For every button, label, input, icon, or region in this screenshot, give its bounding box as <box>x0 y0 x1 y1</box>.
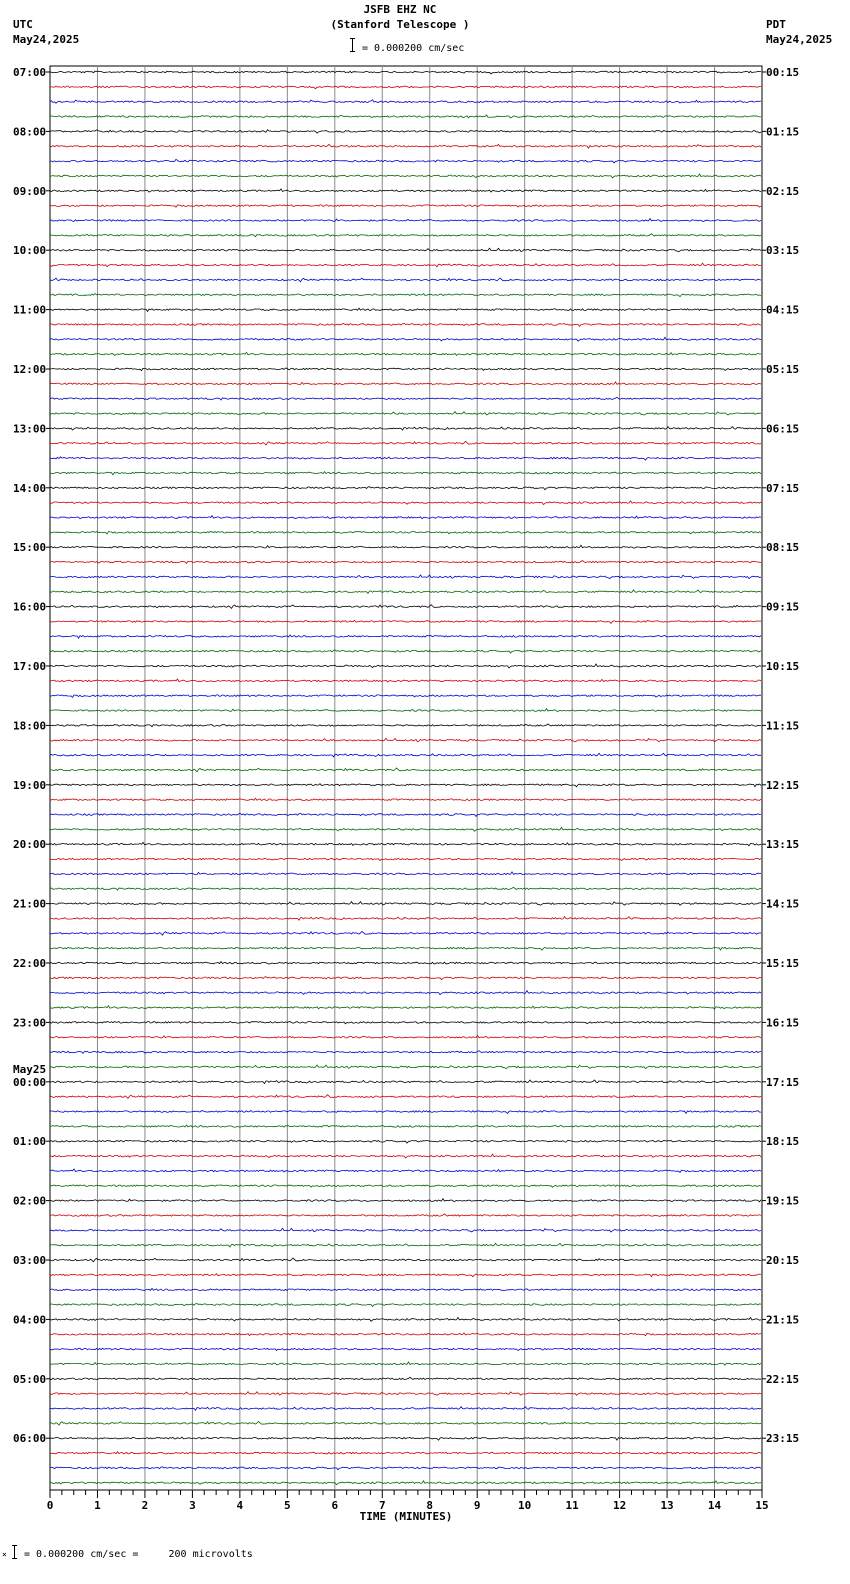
seismic-trace <box>50 1169 761 1173</box>
seismic-trace <box>50 397 761 400</box>
x-axis-label: TIME (MINUTES) <box>359 1510 453 1523</box>
seismic-trace <box>50 1317 761 1321</box>
seismic-trace <box>50 427 761 431</box>
left-timezone: UTC <box>13 18 33 31</box>
seismic-trace <box>50 368 761 370</box>
seismic-trace <box>50 650 761 653</box>
seismic-trace <box>50 724 761 727</box>
pdt-hour-label: 17:15 <box>766 1075 800 1089</box>
seismic-trace <box>50 501 761 505</box>
seismic-trace <box>50 1065 761 1069</box>
pdt-hour-label: 07:15 <box>766 481 800 495</box>
utc-hour-label: 15:00 <box>13 541 47 555</box>
seismic-trace <box>50 174 761 178</box>
pdt-hour-label: 21:15 <box>766 1313 800 1327</box>
seismic-trace <box>50 738 761 742</box>
x-tick-label: 6 <box>331 1499 339 1512</box>
pdt-hour-label: 11:15 <box>766 719 800 733</box>
utc-hour-label: 06:00 <box>13 1432 47 1446</box>
seismic-trace <box>50 323 761 326</box>
seismic-trace <box>50 294 761 297</box>
utc-hour-label: 20:00 <box>13 838 47 852</box>
utc-hour-label: 03:00 <box>13 1254 47 1267</box>
seismic-trace <box>50 516 761 519</box>
footer-mark: × <box>2 1550 7 1559</box>
x-tick-label: 11 <box>565 1499 579 1512</box>
left-date: May24,2025 <box>13 33 80 46</box>
seismic-trace <box>50 278 761 282</box>
x-tick-label: 12 <box>612 1499 627 1512</box>
utc-hour-label: 23:00 <box>13 1016 47 1030</box>
seismic-trace <box>50 620 761 623</box>
seismic-trace <box>50 991 761 995</box>
x-tick-label: 7 <box>378 1499 386 1512</box>
seismic-trace <box>50 1214 761 1216</box>
seismic-trace <box>50 813 761 816</box>
seismic-trace <box>50 1452 761 1454</box>
seismic-trace <box>50 189 761 192</box>
seismic-trace <box>50 205 761 207</box>
seismic-trace <box>50 872 761 875</box>
seismic-trace <box>50 1377 761 1379</box>
pdt-hour-label: 14:15 <box>766 897 800 911</box>
seismic-trace <box>50 115 761 118</box>
seismic-trace <box>50 263 761 267</box>
seismic-trace <box>50 86 761 89</box>
seismic-trace <box>50 441 761 445</box>
seismic-trace <box>50 352 761 355</box>
utc-hour-label: 11:00 <box>13 303 47 317</box>
pdt-hour-label: 19:15 <box>766 1194 800 1208</box>
right-timezone: PDT <box>766 18 786 31</box>
utc-hour-label: 14:00 <box>13 481 47 495</box>
seismic-trace <box>50 1288 761 1290</box>
seismic-trace <box>50 1080 761 1084</box>
scale-label: = 0.000200 cm/sec <box>362 43 465 54</box>
seismic-trace <box>50 664 761 668</box>
pdt-hour-label: 23:15 <box>766 1432 800 1446</box>
x-tick-label: 10 <box>518 1499 532 1512</box>
pdt-hour-label: 06:15 <box>766 422 800 436</box>
seismic-trace <box>50 1125 761 1127</box>
seismic-trace <box>50 768 761 772</box>
seismic-trace <box>50 1362 761 1365</box>
seismic-trace <box>50 1243 761 1247</box>
seismic-trace <box>50 1274 761 1277</box>
station-title: JSFB EHZ NC <box>363 3 437 16</box>
seismic-trace <box>50 695 761 697</box>
utc-hour-label: 21:00 <box>13 897 47 911</box>
x-tick-label: 4 <box>236 1499 244 1512</box>
seismic-trace <box>50 858 761 860</box>
utc-hour-label: 18:00 <box>13 719 47 733</box>
x-tick-label: 9 <box>473 1499 481 1512</box>
x-tick-label: 15 <box>755 1499 769 1512</box>
seismic-trace <box>50 1228 761 1232</box>
pdt-hour-label: 13:15 <box>766 838 800 852</box>
seismic-trace <box>50 931 761 935</box>
pdt-hour-label: 02:15 <box>766 184 800 198</box>
pdt-hour-label: 22:15 <box>766 1372 800 1386</box>
seismic-trace <box>50 337 761 341</box>
seismic-trace <box>50 1185 761 1187</box>
x-tick-label: 2 <box>141 1499 149 1512</box>
x-tick-label: 1 <box>94 1499 101 1512</box>
utc-hour-label: 04:00 <box>13 1313 47 1327</box>
x-tick-label: 13 <box>660 1499 674 1512</box>
seismic-trace <box>50 635 761 638</box>
seismic-trace <box>50 887 761 890</box>
seismic-trace <box>50 962 761 964</box>
utc-hour-label: 10:00 <box>13 244 47 258</box>
x-tick-label: 3 <box>189 1499 196 1512</box>
seismic-trace <box>50 947 761 950</box>
utc-hour-label: 00:00 <box>13 1075 47 1089</box>
seismic-trace <box>50 1407 761 1411</box>
footer-scale-label: = 0.000200 cm/sec = 200 microvolts <box>24 1549 253 1560</box>
seismic-trace <box>50 827 761 831</box>
utc-hour-label: 12:00 <box>13 363 47 376</box>
seismic-trace <box>50 382 761 385</box>
seismic-trace <box>50 917 761 921</box>
seismic-trace <box>50 798 761 800</box>
pdt-hour-label: 08:15 <box>766 541 800 555</box>
seismic-trace <box>50 679 761 682</box>
utc-hour-label: 05:00 <box>13 1372 47 1386</box>
seismic-trace <box>50 545 761 548</box>
seismic-trace <box>50 1348 761 1350</box>
x-tick-label: 5 <box>284 1499 291 1512</box>
utc-hour-label: 19:00 <box>13 778 47 792</box>
pdt-hour-label: 15:15 <box>766 957 800 970</box>
seismic-trace <box>50 308 761 311</box>
right-date: May24,2025 <box>766 33 833 46</box>
seismic-trace <box>50 1154 761 1158</box>
seismic-trace <box>50 1467 761 1470</box>
seismic-trace <box>50 1303 761 1306</box>
seismic-trace <box>50 1051 761 1054</box>
pdt-hour-label: 20:15 <box>766 1254 800 1267</box>
telescope-subtitle: (Stanford Telescope ) <box>330 18 470 31</box>
seismic-trace <box>50 1006 761 1009</box>
seismic-trace <box>50 605 761 609</box>
seismic-trace <box>50 590 761 594</box>
seismic-trace <box>50 159 761 163</box>
pdt-hour-label: 16:15 <box>766 1016 800 1030</box>
seismic-trace <box>50 977 761 980</box>
seismic-trace <box>50 248 761 252</box>
seismic-trace <box>50 784 761 787</box>
seismic-trace <box>50 561 761 564</box>
seismic-trace <box>50 144 761 148</box>
pdt-hour-label: 18:15 <box>766 1135 800 1149</box>
utc-hour-label: 02:00 <box>13 1194 47 1208</box>
seismic-trace <box>50 1421 761 1425</box>
seismic-trace <box>50 1437 761 1440</box>
x-tick-label: 0 <box>46 1499 54 1512</box>
date-change-label: May25 <box>13 1062 47 1076</box>
utc-hour-label: 16:00 <box>13 600 47 614</box>
seismic-trace <box>50 842 761 846</box>
seismic-trace <box>50 532 761 534</box>
seismic-trace <box>50 487 761 490</box>
utc-hour-label: 17:00 <box>13 660 47 673</box>
utc-hour-label: 08:00 <box>13 125 47 139</box>
seismic-trace <box>50 412 761 416</box>
seismic-trace <box>50 1199 761 1202</box>
seismic-trace <box>50 1035 761 1038</box>
seismic-trace <box>50 71 761 74</box>
pdt-hour-label: 04:15 <box>766 303 800 317</box>
seismic-trace <box>50 1392 761 1396</box>
seismic-trace <box>50 1140 761 1143</box>
seismic-trace <box>50 130 761 133</box>
pdt-hour-label: 12:15 <box>766 778 800 792</box>
pdt-hour-label: 05:15 <box>766 363 800 376</box>
seismic-trace <box>50 457 761 460</box>
pdt-hour-label: 00:15 <box>766 66 800 79</box>
seismic-trace <box>50 1095 761 1099</box>
utc-hour-label: 22:00 <box>13 957 47 970</box>
seismic-trace <box>50 472 761 475</box>
seismic-trace <box>50 1110 761 1113</box>
seismic-trace <box>50 1022 761 1024</box>
pdt-hour-label: 10:15 <box>766 660 800 673</box>
pdt-hour-label: 01:15 <box>766 125 800 139</box>
seismic-trace <box>50 1481 761 1485</box>
seismic-trace <box>50 1258 761 1262</box>
seismic-trace <box>50 219 761 222</box>
utc-hour-label: 07:00 <box>13 66 47 79</box>
utc-hour-label: 01:00 <box>13 1135 47 1149</box>
seismic-trace <box>50 100 761 104</box>
utc-hour-label: 09:00 <box>13 184 47 198</box>
seismic-trace <box>50 709 761 712</box>
seismic-trace <box>50 575 761 579</box>
x-tick-label: 14 <box>707 1499 722 1512</box>
pdt-hour-label: 03:15 <box>766 244 800 258</box>
footer-scale-icon <box>12 1545 17 1559</box>
seismic-trace <box>50 234 761 237</box>
utc-hour-label: 13:00 <box>13 422 47 436</box>
seismic-trace <box>50 902 761 906</box>
seismic-trace <box>50 753 761 757</box>
pdt-hour-label: 09:15 <box>766 600 800 614</box>
x-tick-label: 8 <box>426 1499 434 1512</box>
seismic-trace <box>50 1333 761 1336</box>
